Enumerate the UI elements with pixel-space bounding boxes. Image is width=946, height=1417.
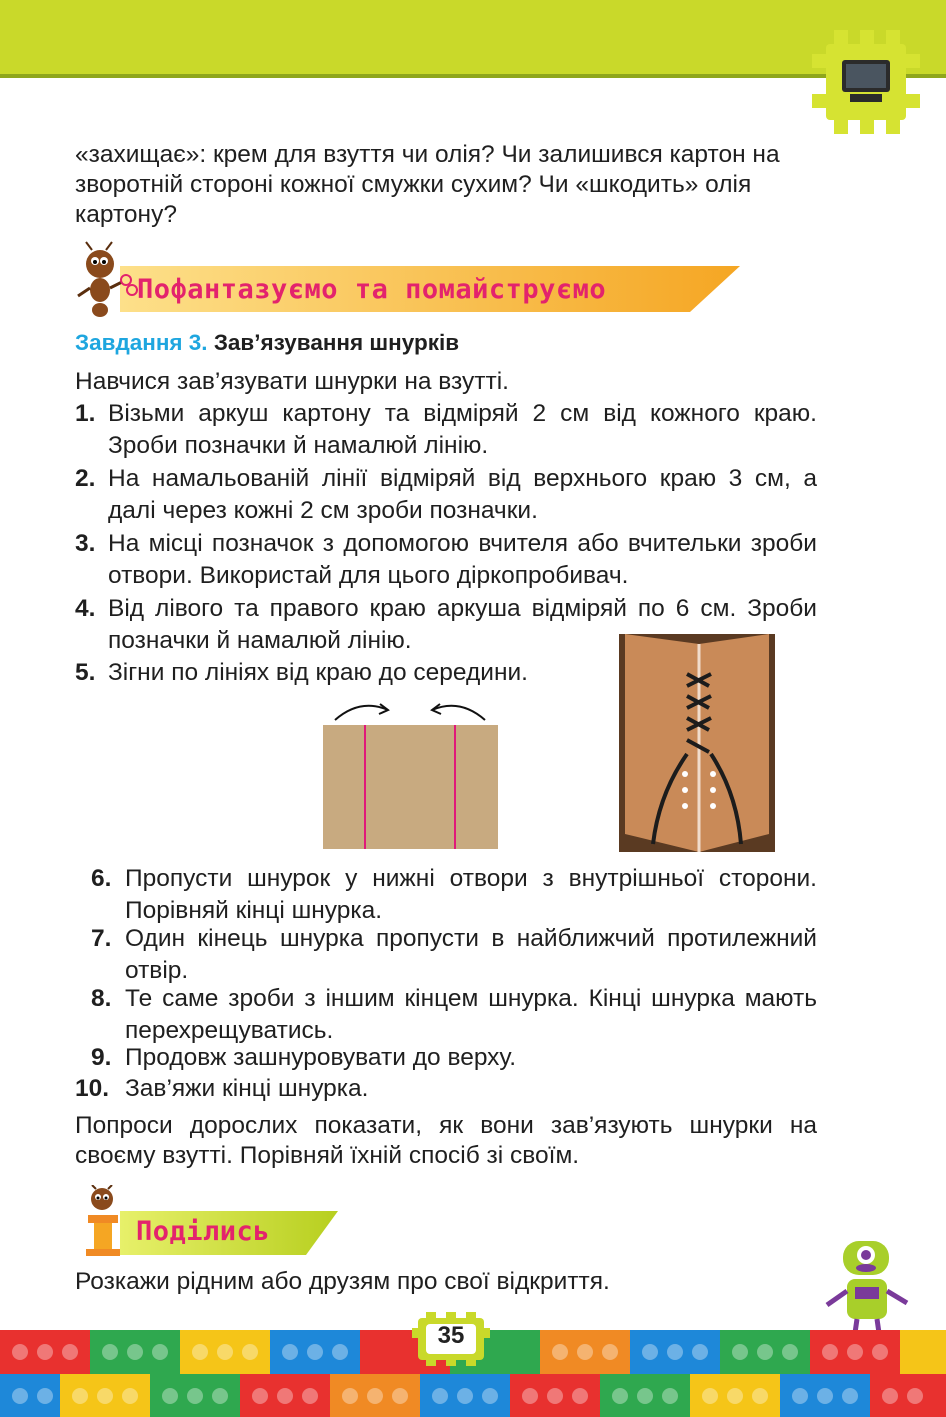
list-item — [75, 398, 817, 462]
task-number: Завдання 3. — [75, 330, 208, 355]
step-text: Візьми аркуш картону та відміряй 2 см від кожного краю. Зроби позначки й намалюй лінію. — [108, 400, 817, 459]
step-text: На місці позначок з допомогою вчителя або вчительки зроби отвори. Використай для цього діркопробивач. — [108, 530, 817, 589]
task-title: Зав’язування шнурків — [213, 330, 460, 355]
folding-diagram — [320, 700, 500, 850]
task-intro: Навчися зав’язувати шнурки на взутті. — [75, 368, 509, 395]
list-item — [75, 863, 817, 927]
list-item — [75, 1042, 817, 1074]
intro-paragraph: «захищає»: крем для взуття чи олія? Чи залишився картон на зворотній стороні кожної смужки сухим? Чи «шкодить» олія картону? — [75, 141, 780, 228]
list-item — [75, 463, 817, 527]
list-item — [75, 923, 817, 987]
task-heading — [75, 330, 459, 356]
step-text: Те саме зроби з іншим кінцем шнурка. Кінці шнурка мають перехрещуватись. — [125, 985, 817, 1044]
header-divider — [0, 74, 946, 78]
step-number: 5. — [75, 659, 96, 686]
header-bar — [0, 0, 946, 74]
step-text: Від лівого та правого краю аркуша відміряй по 6 см. Зроби позначки й намалюй лінію. — [108, 595, 817, 654]
step-number: 7. — [91, 925, 112, 952]
step-number: 6. — [91, 865, 112, 892]
list-item — [75, 657, 605, 689]
ant-podium-icon — [80, 1185, 130, 1257]
step-number: 4. — [75, 595, 96, 622]
computer-icon — [812, 30, 920, 134]
share-paragraph: Розкажи рідним або друзям про свої відкриття. — [75, 1268, 610, 1295]
list-item — [75, 528, 817, 592]
step-text: Зігни по лініях від краю до середини. — [108, 659, 528, 686]
step-text: Зав’яжи кінці шнурка. — [125, 1075, 369, 1102]
step-text: На намальованій лінії відміряй від верхнього краю 3 см, а далі через кожні 2 см зроби позначки. — [108, 465, 817, 524]
step-number: 10. — [75, 1075, 110, 1102]
robot-mascot-icon — [815, 1235, 915, 1335]
list-item — [75, 1073, 817, 1105]
section-title-share: Поділись — [136, 1216, 271, 1247]
ant-scissors-icon — [70, 240, 140, 320]
list-item — [75, 983, 817, 1047]
outro-paragraph: Попроси дорослих показати, як вони зав’язують шнурки на своєму взутті. Порівняй їхній спосіб зі своїм. — [75, 1112, 817, 1169]
laced-cardboard-photo — [619, 634, 775, 852]
step-text: Продовж зашнуровувати до верху. — [125, 1044, 517, 1071]
step-number: 2. — [75, 465, 96, 492]
step-number: 8. — [91, 985, 112, 1012]
step-number: 3. — [75, 530, 96, 557]
page-number: 35 — [437, 1322, 465, 1349]
step-text: Пропусти шнурок у нижні отвори з внутрішньої сторони. Порівняй кінці шнурка. — [125, 865, 817, 924]
section-title-craft: Пофантазуємо та помайструємо — [137, 274, 607, 305]
step-text: Один кінець шнурка пропусти в найближчий протилежний отвір. — [125, 925, 817, 984]
step-number: 1. — [75, 400, 96, 427]
step-number: 9. — [91, 1044, 112, 1071]
